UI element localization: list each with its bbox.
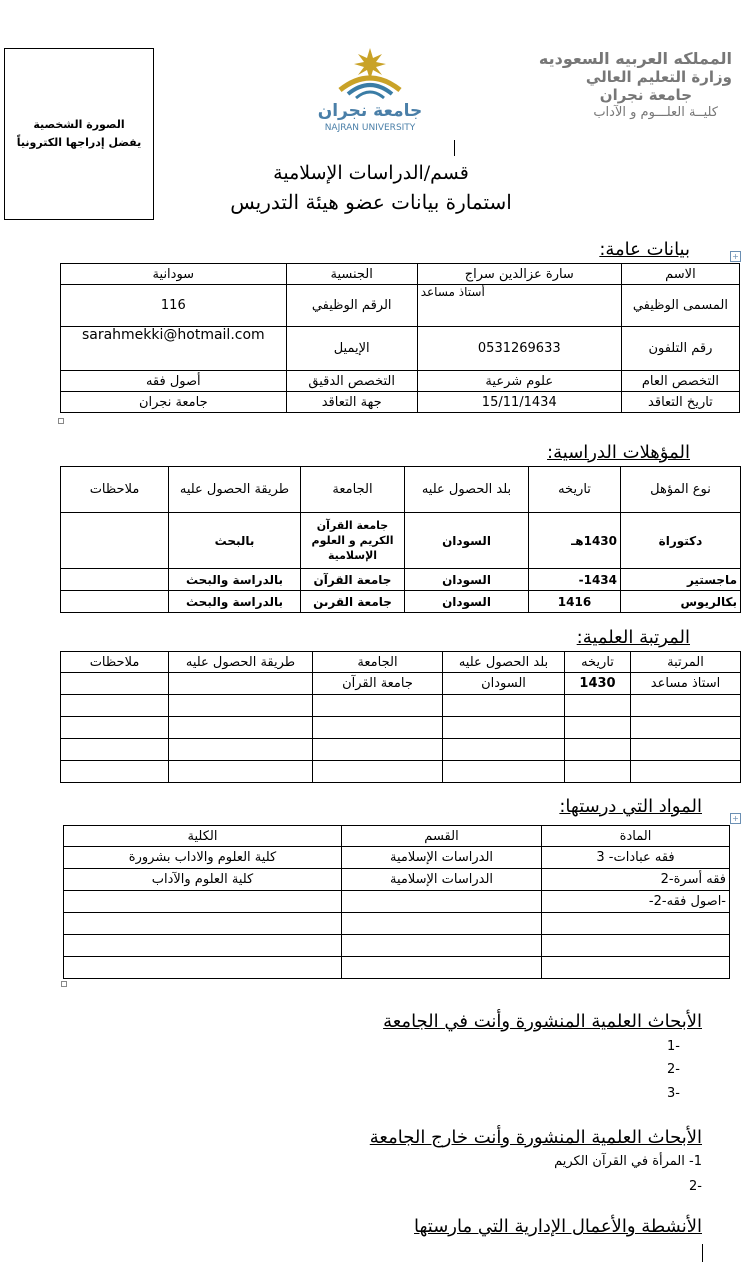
table-header-row: [61, 467, 741, 513]
cell-label: رقم التلفون: [621, 327, 739, 371]
cell-value: أستاذ مساعد: [417, 285, 621, 327]
general-section-title: بيانات عامة:: [599, 239, 690, 260]
institution-header: [492, 50, 732, 122]
table-cell: [64, 935, 342, 957]
column-header: ملاحظات: [61, 652, 169, 673]
kingdom-name: المملكه العربيه السعوديه: [538, 49, 732, 68]
table-row: [61, 285, 740, 327]
table-row: [61, 761, 741, 783]
cell-value: sarahmekki@hotmail.com: [61, 327, 287, 371]
cell-label: الاسم: [621, 264, 739, 285]
table-cell: [565, 761, 631, 783]
cell-label: الإيميل: [286, 327, 417, 371]
table-cell: 1430: [565, 673, 631, 695]
cell-value: أصول فقه: [61, 371, 287, 392]
table-row: [64, 869, 730, 891]
table-cell: [61, 591, 169, 613]
table-cell: [342, 957, 542, 979]
table-cell: [64, 957, 342, 979]
table-row: [61, 739, 741, 761]
table-cell: الدراسات الإسلامية: [342, 847, 542, 869]
table-cell: [631, 761, 741, 783]
table-header-row: [64, 826, 730, 847]
list-item: 1- المرأة في القرآن الكريم: [554, 1154, 702, 1169]
table-cell: [542, 957, 730, 979]
column-header: تاريخه: [529, 467, 621, 513]
cell-label: جهة التعاقد: [286, 392, 417, 413]
table-cell: [313, 717, 443, 739]
column-header: الكلية: [64, 826, 342, 847]
table-cell: 1416: [529, 591, 621, 613]
table-row: [61, 264, 740, 285]
table-cell: دكتوراة: [621, 513, 741, 569]
table-row: [61, 513, 741, 569]
column-header: المادة: [542, 826, 730, 847]
table-cell: [443, 717, 565, 739]
department-title: قسم/الدراسات الإسلامية: [273, 162, 469, 184]
table-cell: السودان: [405, 569, 529, 591]
table-cell: كلية العلوم والاداب بشرورة: [64, 847, 342, 869]
table-cell: [169, 673, 313, 695]
table-cell: 1430هـ: [529, 513, 621, 569]
list-item: -3: [667, 1086, 680, 1101]
table-row: [61, 717, 741, 739]
column-header: طريقة الحصول عليه: [169, 652, 313, 673]
table-cell: [565, 695, 631, 717]
table-cell: [169, 695, 313, 717]
table-cell: [542, 913, 730, 935]
table-cell: السودان: [443, 673, 565, 695]
table-cell: [631, 695, 741, 717]
column-header: طريقة الحصول عليه: [169, 467, 301, 513]
table-cell: فقه أسرة-2: [542, 869, 730, 891]
column-header: القسم: [342, 826, 542, 847]
table-cell: كلية العلوم والآداب: [64, 869, 342, 891]
table-cell: جامعة القرآن: [301, 569, 405, 591]
logo-arabic-text: جامعة نجران: [317, 101, 423, 121]
logo-english-text: NAJRAN UNIVERSITY: [324, 123, 416, 133]
research-outside-title: الأبحاث العلمية المنشورة وأنت خارج الجامعة: [369, 1127, 702, 1148]
table-cell: [443, 695, 565, 717]
list-item: -1: [667, 1039, 680, 1054]
table-row: [64, 913, 730, 935]
table-cell: [443, 739, 565, 761]
table-cell: [342, 935, 542, 957]
table-cell: [61, 761, 169, 783]
table-row: [61, 371, 740, 392]
column-header: نوع المؤهل: [621, 467, 741, 513]
table-cell: فقه عبادات- 3: [542, 847, 730, 869]
table-cell: بكالريوس: [621, 591, 741, 613]
list-item: -2: [689, 1179, 702, 1194]
table-cell: بالدراسة والبحث: [169, 591, 301, 613]
table-cell: -اصول فقه-2-: [542, 891, 730, 913]
form-title: استمارة بيانات عضو هيئة التدريس: [230, 190, 512, 214]
table-row: [61, 591, 741, 613]
table-cell: [631, 739, 741, 761]
table-row: [64, 847, 730, 869]
table-cell: [64, 913, 342, 935]
table-cell: [61, 739, 169, 761]
list-item: -2: [667, 1062, 680, 1077]
cell-value: سارة عزالدين سراج: [417, 264, 621, 285]
table-cell: [313, 761, 443, 783]
qualifications-table: [60, 466, 741, 613]
table-row: [61, 327, 740, 371]
column-header: الجامعة: [301, 467, 405, 513]
courses-table: [63, 825, 730, 979]
table-cell: [169, 717, 313, 739]
table-row: [61, 695, 741, 717]
table-cell: [61, 673, 169, 695]
table-cell: السودان: [405, 591, 529, 613]
university-name: جامعة نجران: [599, 86, 692, 104]
table-cell: بالدراسة والبحث: [169, 569, 301, 591]
cell-label: التخصص الدقيق: [286, 371, 417, 392]
table-cell: [313, 739, 443, 761]
table-cell: [542, 935, 730, 957]
table-move-icon[interactable]: +: [730, 813, 741, 824]
table-row: [61, 673, 741, 695]
column-header: تاريخه: [565, 652, 631, 673]
table-cell: [342, 913, 542, 935]
logo-emblem-icon: [300, 44, 430, 136]
text-cursor: [702, 1244, 703, 1262]
table-resize-handle[interactable]: [61, 981, 67, 987]
cell-value: سودانية: [61, 264, 287, 285]
column-header: بلد الحصول عليه: [443, 652, 565, 673]
table-cell: [61, 569, 169, 591]
column-header: المرتبة: [631, 652, 741, 673]
college-name: كليــة العلـــوم و الآداب: [593, 105, 718, 120]
table-cell: [342, 891, 542, 913]
cell-value: علوم شرعية: [417, 371, 621, 392]
table-move-icon[interactable]: +: [730, 251, 741, 262]
column-header: الجامعة: [313, 652, 443, 673]
table-cell: [61, 513, 169, 569]
table-cell: [61, 695, 169, 717]
research-inside-title: الأبحاث العلمية المنشورة وأنت في الجامعة: [383, 1011, 702, 1032]
cell-label: التخصص العام: [621, 371, 739, 392]
table-cell: [443, 761, 565, 783]
table-cell: [313, 695, 443, 717]
cell-value: 15/11/1434: [417, 392, 621, 413]
qualifications-section-title: المؤهلات الدراسية:: [547, 442, 690, 463]
table-cell: بالبحث: [169, 513, 301, 569]
text-cursor: [454, 140, 455, 156]
table-cell: الدراسات الإسلامية: [342, 869, 542, 891]
table-cell: [64, 891, 342, 913]
table-row: [64, 935, 730, 957]
photo-label: الصورة الشخصية: [33, 118, 125, 131]
table-cell: استاذ مساعد: [631, 673, 741, 695]
table-cell: جامعة القرآن الكريم و العلوم الإسلامية: [301, 513, 405, 569]
table-cell: السودان: [405, 513, 529, 569]
rank-section-title: المرتبة العلمية:: [576, 627, 690, 648]
cell-label: تاريخ التعاقد: [621, 392, 739, 413]
column-header: ملاحظات: [61, 467, 169, 513]
table-header-row: [61, 652, 741, 673]
table-cell: ماجستير: [621, 569, 741, 591]
cell-label: المسمى الوظيفي: [621, 285, 739, 327]
table-row: [64, 957, 730, 979]
cell-label: الرقم الوظيفي: [286, 285, 417, 327]
table-cell: [631, 717, 741, 739]
cell-value: 116: [61, 285, 287, 327]
table-cell: [169, 761, 313, 783]
table-row: [61, 569, 741, 591]
table-cell: [61, 717, 169, 739]
cell-value: جامعة نجران: [61, 392, 287, 413]
table-cell: جامعة القرىن: [301, 591, 405, 613]
photo-note: يفضل إدراجها الكترونياً: [16, 136, 142, 149]
general-info-table: [60, 263, 740, 413]
table-cell: [565, 739, 631, 761]
activities-title: الأنشطة والأعمال الإدارية التي مارستها: [414, 1216, 702, 1237]
table-row: [64, 891, 730, 913]
table-row: [61, 392, 740, 413]
table-resize-handle[interactable]: [58, 418, 64, 424]
column-header: بلد الحصول عليه: [405, 467, 529, 513]
table-cell: جامعة القرآن: [313, 673, 443, 695]
ministry-name: وزارة التعليم العالي: [585, 68, 732, 86]
table-cell: [565, 717, 631, 739]
university-logo: [300, 44, 430, 136]
table-cell: 1434-: [529, 569, 621, 591]
cell-label: الجنسية: [286, 264, 417, 285]
rank-table: [60, 651, 741, 783]
cell-value: 0531269633: [417, 327, 621, 371]
table-cell: [169, 739, 313, 761]
courses-section-title: المواد التي درستها:: [559, 796, 702, 817]
